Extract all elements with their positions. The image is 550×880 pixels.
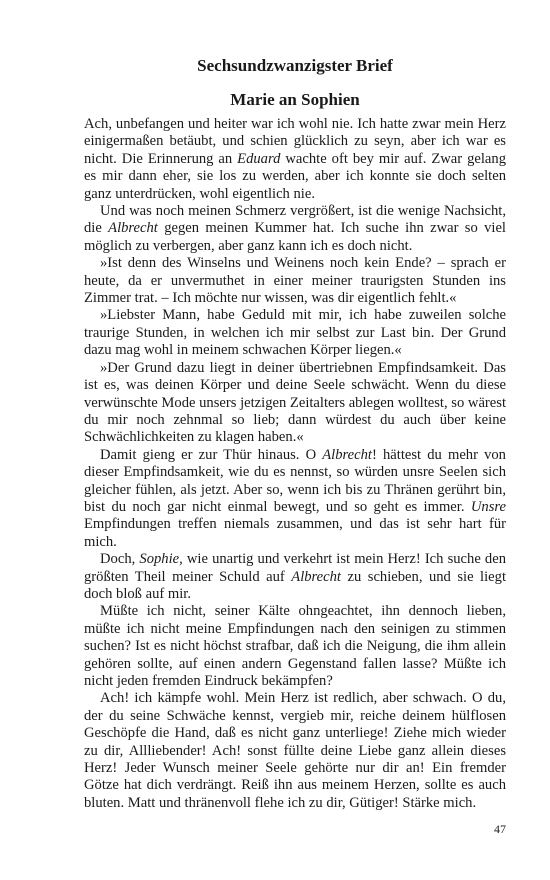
emphasized-text: Albrecht [291, 568, 341, 585]
body-paragraph [84, 307, 506, 359]
letter-body [84, 116, 506, 812]
text-run: Empfindungen treffen niemals zusammen, und das ist sehr hart für mich. [84, 516, 506, 550]
text-run: zu schieben, und sie liegt doch bloß auf mir. [84, 568, 506, 602]
emphasized-text: Unsre [470, 498, 506, 515]
body-paragraph [84, 447, 506, 551]
letter-subtitle: Marie an Sophien [230, 90, 360, 109]
text-run: Ach, unbefangen und heiter war ich wohl nie. Ich hatte zwar mein Herz einigermaßen betäubt, und schien glücklich zu seyn, aber ich war es nicht. Die Erinnerung an [84, 116, 506, 167]
emphasized-text: Albrecht [322, 446, 372, 463]
text-run: »Liebster Mann, habe Geduld mit mir, ich habe zuweilen solche traurige Stunden, in welchen ich mir selbst zur Last bin. Der Grund dazu mag wohl in meinem schwachen Körper liegen.« [84, 307, 506, 359]
text-run: Und was noch meinen Schmerz vergrößert, ist die wenige Nachsicht, die [84, 203, 506, 237]
emphasized-text: Sophie [139, 551, 180, 568]
text-run: wachte oft bey mir auf. Zwar gelang es mir dann eher, sie los zu werden, aber ich konnte sie doch selten ganz unterdrücken, wohl eigentlich nie. [84, 150, 506, 202]
emphasized-text: Eduard [237, 150, 281, 167]
body-paragraph [84, 255, 506, 307]
body-paragraph [84, 603, 506, 690]
body-paragraph [84, 551, 506, 603]
emphasized-text: Albrecht [108, 220, 158, 237]
text-run: Doch, [100, 551, 140, 568]
text-run: »Der Grund dazu liegt in deiner übertriebnen Empfindsamkeit. Das ist es, was deinen Körper und deine Seele schwächt. Wenn du diese verwünschte Mode unsers jetzigen Zeitalters ablegen wolltest, so wärest du mir noch zehnmal so lieb; dann würdest du auch über keine Schwächlichkeiten zu klagen haben.« [84, 359, 506, 446]
body-paragraph [84, 360, 506, 447]
body-paragraph [84, 203, 506, 255]
text-run: Ach! ich kämpfe wohl. Mein Herz ist redlich, aber schwach. O du, der du seine Schwäche kennst, vergieb mir, reiche deinem hülflosen Geschöpfe die Hand, daß es nicht ganz unterliege! Ziehe mich wieder zu dir, Allliebender! Ach! sonst füllte deine Liebe ganz allein dieses Herz! Jeder Wunsch meiner Seele gehörte nur dir an! Ein fremder Götze hat dich verdrängt. Reiß ihn aus meinem Herzen, sollte es auch bluten. Matt und thränenvoll flehe ich zu dir, Gütiger! Stärke mich. [84, 690, 506, 811]
body-paragraph [84, 116, 506, 203]
page-number: 47 [494, 822, 506, 836]
text-run: gegen meinen Kummer hat. Ich suche ihn zwar so viel möglich zu verbergen, aber ganz kann ich es doch nicht. [84, 220, 506, 254]
text-run: Damit gieng er zur Thür hinaus. O [100, 446, 323, 463]
letter-page [84, 56, 506, 812]
text-run: , wie unartig und verkehrt ist mein Herz! Ich suche den größten Theil meiner Schuld auf [84, 551, 506, 585]
body-paragraph [84, 690, 506, 812]
text-run: Müßte ich nicht, seiner Kälte ohngeachtet, ihn dennoch lieben, müßte ich nicht meine Empfindungen nach den seinigen zu stimmen suchen? Ist es nicht höchst strafbar, daß ich die Neigung, die ihm allein gehören sollte, auf einen andern Gegenstand fallen lasse? Müßte ich nicht jeden fremden Eindruck bekämpfen? [84, 603, 506, 689]
text-run: »Ist denn des Winselns und Weinens noch kein Ende? – sprach er heute, da er unvermuthet in einer meiner traurigsten Stunden ins Zimmer trat. – Ich möchte nur wissen, was dir eigentlich fehlt.« [84, 255, 506, 307]
letter-title: Sechsundzwanzigster Brief [197, 56, 393, 75]
text-run: ! hättest du mehr von dieser Empfindsamkeit, wie du es nennst, so würden unsre Seelen sich gleicher fühlen, als jetzt. Aber so, wenn ich bis zu Thränen gerührt bin, bist du noch gar nicht einmal bewegt, und so geht es immer. [84, 446, 506, 515]
